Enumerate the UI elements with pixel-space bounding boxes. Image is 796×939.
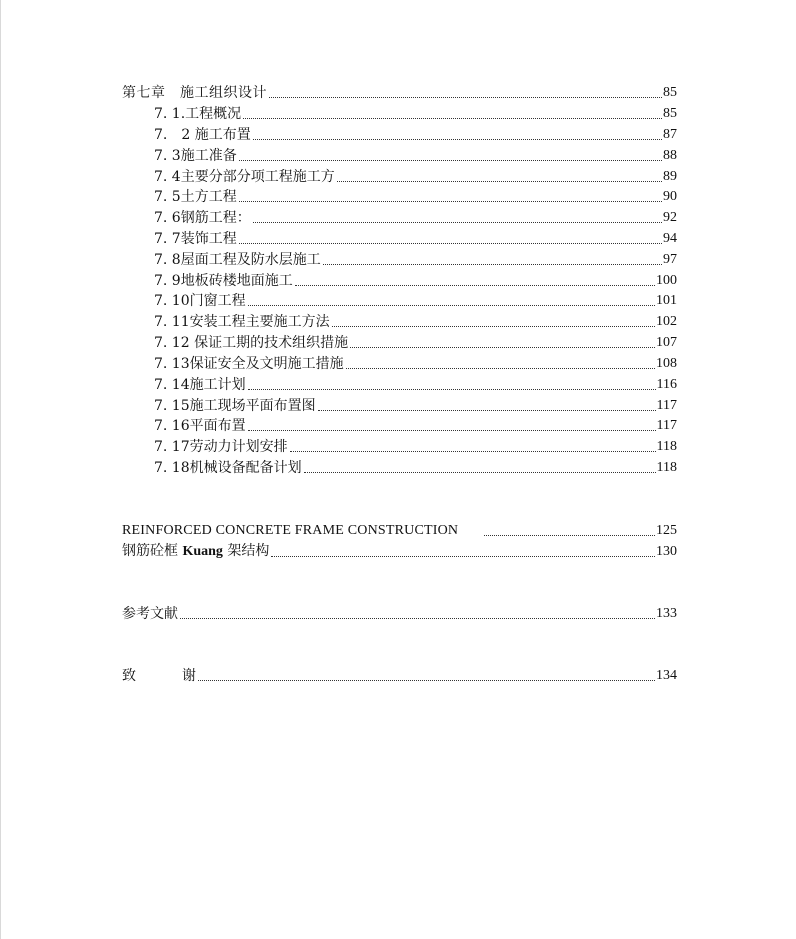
toc-entry-references[interactable] (122, 603, 677, 623)
toc-entry-section[interactable] (154, 270, 677, 290)
toc-entry-section[interactable] (154, 207, 677, 227)
toc-page-number: 87 (663, 127, 677, 142)
toc-entry-section[interactable] (154, 103, 677, 123)
toc-entry-section[interactable] (154, 374, 677, 394)
toc-entry-section[interactable] (154, 353, 677, 373)
toc-page-number: 108 (656, 356, 677, 371)
toc-leader-dots (180, 618, 655, 619)
toc-leader-dots (243, 118, 662, 119)
toc-entry-title: 7. 13保证安全及文明施工措施 (154, 356, 344, 372)
toc-leader-dots (346, 368, 655, 369)
toc-entry-acknowledgements[interactable] (122, 665, 677, 685)
toc-entry-title: 7. 8屋面工程及防水层施工 (154, 252, 321, 268)
toc-page-number: 100 (656, 273, 677, 288)
toc-entry-section[interactable] (154, 228, 677, 248)
toc-entry-title: 7. 11安装工程主要施工方法 (154, 314, 330, 330)
toc-entry-title: 7. 12 保证工期的技术组织措施 (154, 335, 349, 351)
toc-entry-title: 7. 4主要分部分项工程施工方 (154, 169, 335, 185)
toc-page-number: 102 (656, 314, 677, 329)
toc-entry-title: 7. 2 施工布置 (154, 127, 251, 143)
toc-entry-title (122, 667, 196, 685)
toc-leader-dots (248, 305, 655, 306)
toc-page-number: 101 (656, 293, 677, 308)
page-edge (0, 0, 1, 939)
toc-entry-section[interactable] (154, 415, 677, 435)
toc-page-number: 125 (656, 523, 677, 538)
toc-entry-chapter-7[interactable] (122, 82, 677, 102)
toc-entry-title: 7. 16平面布置 (154, 418, 246, 434)
toc-leader-dots (271, 556, 655, 557)
toc-leader-dots (248, 430, 656, 431)
toc-leader-dots (248, 389, 656, 390)
toc-page-number: 94 (663, 231, 677, 246)
toc-leader-dots (239, 160, 662, 161)
toc-entry-title: 7. 6钢筋工程： (154, 210, 251, 226)
toc-leader-dots (290, 451, 656, 452)
toc-leader-dots (323, 264, 662, 265)
toc-page-number: 85 (663, 106, 677, 121)
toc-title-char-1: 致 (122, 668, 136, 684)
toc-leader-dots (337, 181, 662, 182)
toc-entry-section[interactable] (154, 395, 677, 415)
toc-entry-section[interactable] (154, 166, 677, 186)
toc-entry-section[interactable] (154, 457, 677, 477)
toc-leader-dots (484, 535, 655, 536)
toc-leader-dots (304, 472, 656, 473)
toc-entry-title: 7. 14施工计划 (154, 377, 246, 393)
toc-leader-dots (198, 680, 655, 681)
toc-entry-title: 7. 9地板砖楼地面施工 (154, 273, 293, 289)
toc-page-number: 117 (656, 398, 677, 413)
toc-title-char-2: 谢 (182, 668, 196, 684)
toc-leader-dots (253, 139, 662, 140)
toc-page-number: 117 (656, 418, 677, 433)
toc-page-number: 88 (663, 148, 677, 163)
toc-entry-section[interactable] (154, 249, 677, 269)
toc-entry-section[interactable] (154, 186, 677, 206)
toc-entry-title: 参考文献 (122, 606, 178, 622)
toc-leader-dots (295, 285, 655, 286)
toc-page-number: 89 (663, 169, 677, 184)
toc-title-bold: Kuang (182, 544, 223, 559)
toc-page-number: 118 (656, 439, 677, 454)
toc-entry-title: 7. 10门窗工程 (154, 293, 246, 309)
toc-page-number: 85 (663, 85, 677, 100)
toc-entry-title: 7. 18机械设备配备计划 (154, 460, 302, 476)
toc-page-number: 116 (656, 377, 677, 392)
toc-entry-title: 7. 5土方工程 (154, 189, 237, 205)
toc-entry-section[interactable] (154, 436, 677, 456)
toc-page-number: 107 (656, 335, 677, 350)
toc-page-number: 118 (656, 460, 677, 475)
toc-leader-dots (239, 201, 662, 202)
toc-entry-title: 7. 3施工准备 (154, 148, 237, 164)
toc-entry-section[interactable] (154, 145, 677, 165)
toc-leader-dots (269, 97, 662, 98)
toc-leader-dots (318, 410, 656, 411)
toc-entry-section[interactable] (154, 290, 677, 310)
toc-leader-dots (350, 347, 655, 348)
toc-entry-section[interactable] (154, 124, 677, 144)
toc-page-number: 92 (663, 210, 677, 225)
toc-entry-translation[interactable] (122, 541, 677, 561)
toc-page-number: 90 (663, 189, 677, 204)
toc-page-number: 130 (656, 544, 677, 559)
toc-entry-english-text[interactable] (122, 520, 677, 540)
toc-entry-section[interactable] (154, 332, 677, 352)
toc-title-prefix: 钢筋砼框 (122, 543, 183, 559)
toc-page-number: 134 (656, 668, 677, 683)
toc-entry-title (122, 542, 269, 561)
toc-leader-dots (332, 326, 655, 327)
toc-entry-title: 7. 17劳动力计划安排 (154, 439, 288, 455)
toc-page-number: 133 (656, 606, 677, 621)
toc-entry-title: REINFORCED CONCRETE FRAME CONSTRUCTION (122, 523, 459, 538)
toc-entry-section[interactable] (154, 311, 677, 331)
toc-entry-title: 第七章 施工组织设计 (122, 85, 267, 101)
toc-entry-title: 7. 1.工程概况 (154, 106, 242, 122)
toc-entry-title: 7. 7装饰工程 (154, 231, 237, 247)
toc-title-suffix: 架结构 (222, 543, 270, 559)
toc-leader-dots (239, 243, 662, 244)
toc-leader-dots (253, 222, 662, 223)
toc-entry-title: 7. 15施工现场平面布置图 (154, 398, 316, 414)
toc-page-number: 97 (663, 252, 677, 267)
